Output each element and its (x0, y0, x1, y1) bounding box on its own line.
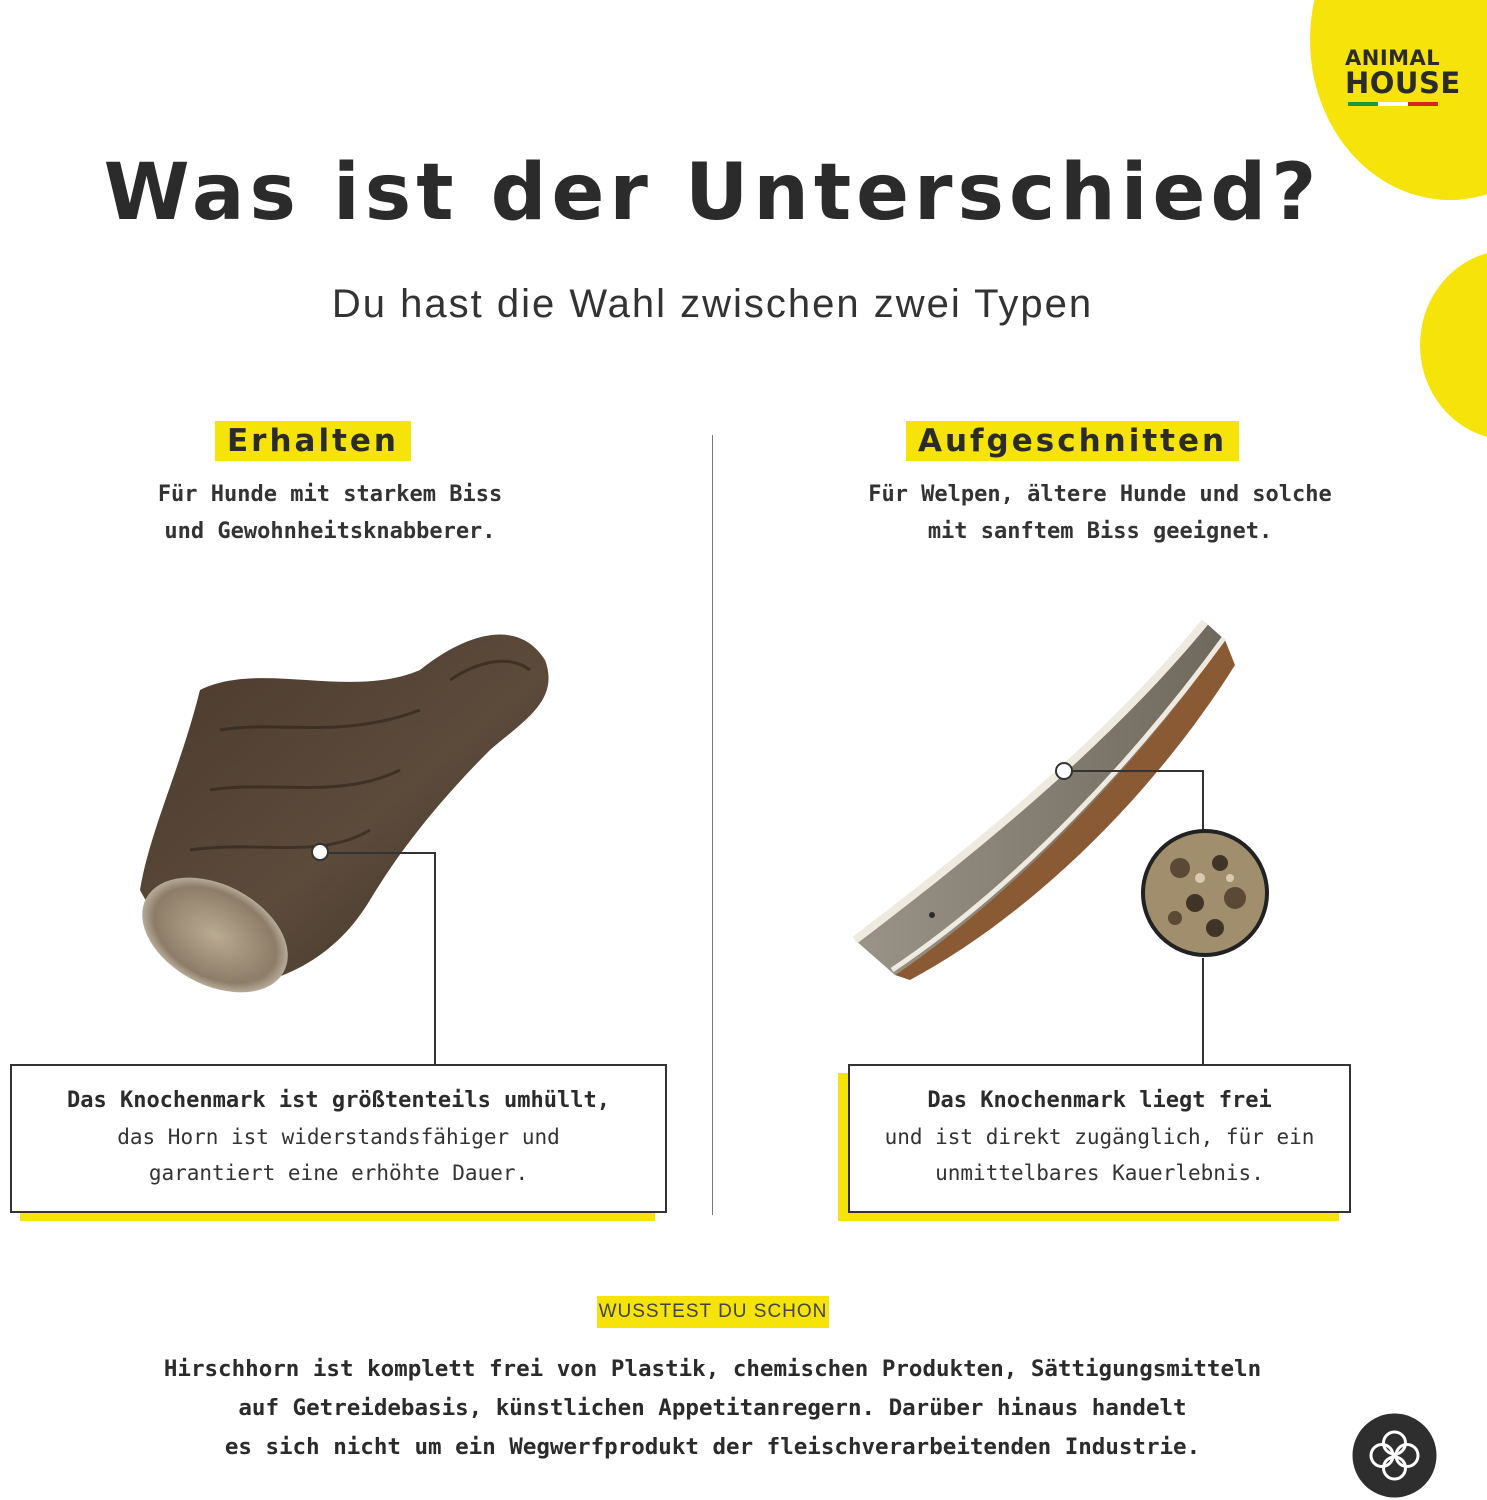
left-desc-line1: Für Hunde mit starkem Biss (157, 482, 503, 507)
right-desc-line1: Für Welpen, ältere Hunde und solche (868, 482, 1332, 507)
left-desc-line2: und Gewohnheitsknabberer. (164, 519, 496, 544)
right-info-box (848, 1064, 1351, 1213)
italy-flag-stripe (1348, 102, 1438, 106)
tag-aufgeschnitten: Aufgeschnitten (906, 421, 1239, 461)
left-info-box (10, 1064, 667, 1213)
left-box-headline: Das Knochenmark ist größtenteils umhüllt, (66, 1088, 611, 1113)
knot-emblem-icon (1352, 1413, 1437, 1498)
right-description (830, 476, 1370, 550)
did-you-know-badge: WUSSTEST DU SCHON (597, 1296, 829, 1328)
footer-line3: es sich nicht um ein Wegwerfprodukt der fleischverarbeitenden Industrie. (224, 1434, 1201, 1460)
right-box-line3: unmittelbares Kauerlebnis. (935, 1161, 1264, 1185)
right-desc-line2: mit sanftem Biss geeignet. (927, 519, 1273, 544)
right-box-headline: Das Knochenmark liegt frei (927, 1088, 1272, 1113)
footer-text (120, 1350, 1305, 1467)
left-box-line2: das Horn ist widerstandsfähiger und (117, 1125, 560, 1149)
yellow-blob-side (1420, 250, 1487, 440)
logo-line1: ANIMAL (1345, 46, 1441, 70)
footer-line2: auf Getreidebasis, künstlichen Appetitanregern. Darüber hinaus handelt (238, 1395, 1187, 1421)
left-box-line3: garantiert eine erhöhte Dauer. (148, 1161, 529, 1185)
page-subtitle: Du hast die Wahl zwischen zwei Typen (331, 282, 1094, 326)
logo-line2: HOUSE (1345, 66, 1461, 100)
left-description (60, 476, 600, 550)
marrow-closeup-image (1140, 828, 1270, 958)
right-box-line2: und ist direkt zugänglich, für ein (884, 1125, 1315, 1149)
column-divider (712, 435, 713, 1215)
footer-line1: Hirschhorn ist komplett frei von Plastik, chemischen Produkten, Sättigungsmitteln (163, 1356, 1262, 1382)
tag-erhalten: Erhalten (215, 421, 411, 461)
left-pointer-line (320, 845, 440, 1075)
brand-logo (1345, 46, 1461, 106)
right-pointer-line (1202, 958, 1204, 1064)
page-title: Was ist der Unterschied? (103, 148, 1322, 238)
